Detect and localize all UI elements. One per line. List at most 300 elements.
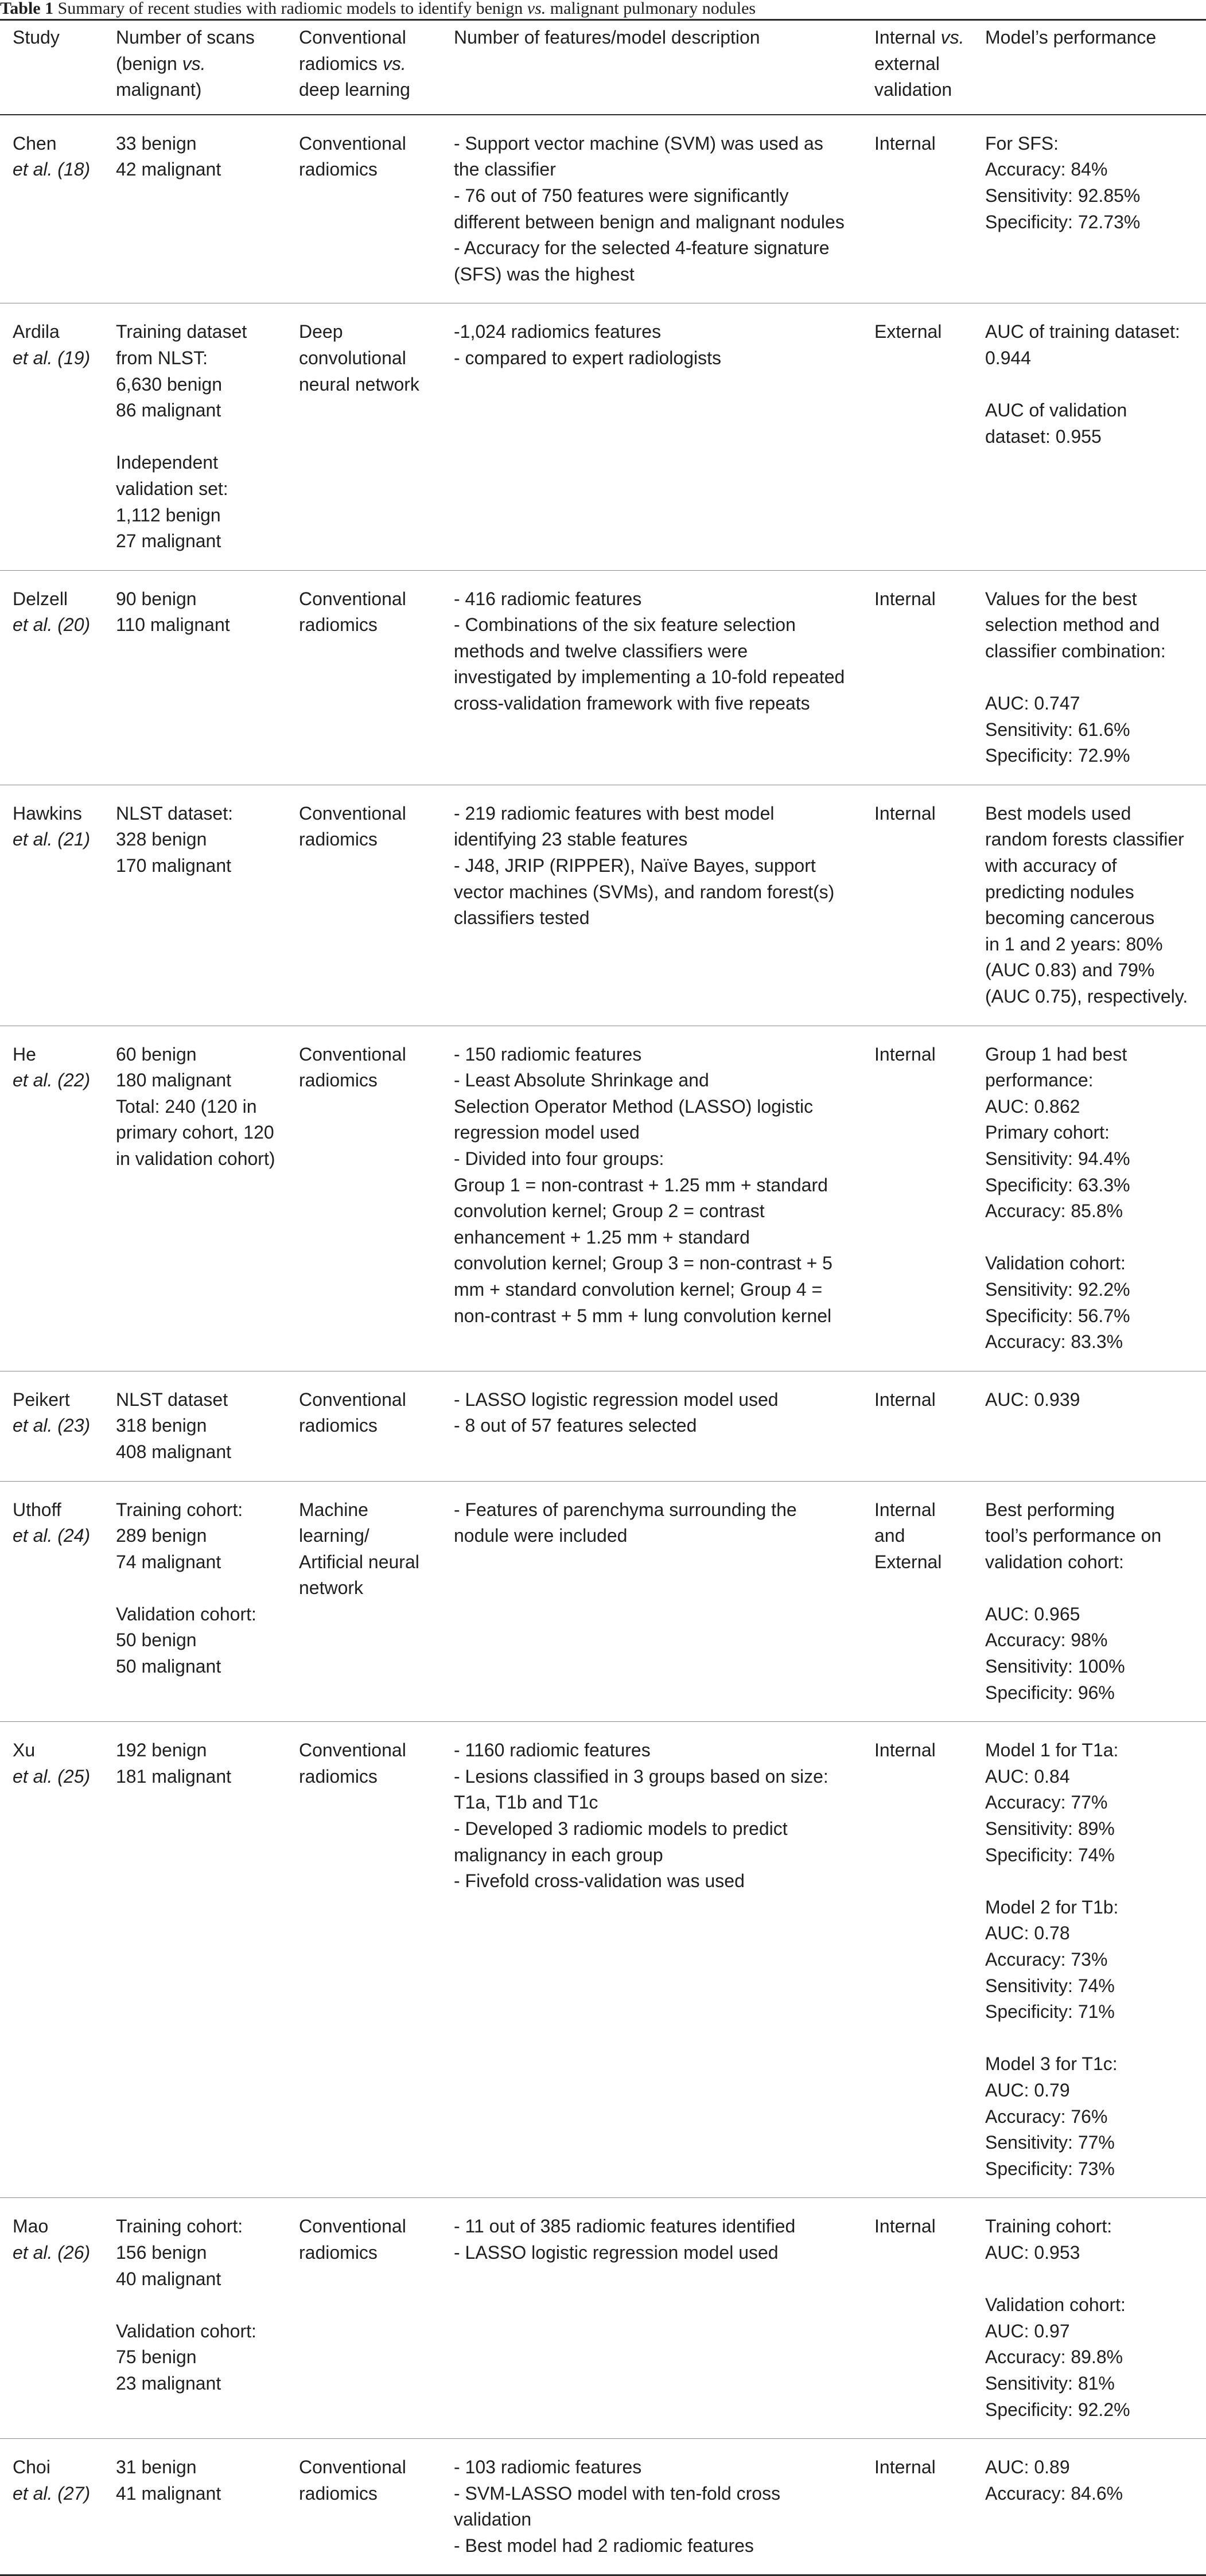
cell-line: classifiers tested — [454, 907, 590, 929]
table-caption — [0, 0, 1206, 19]
cell-line: Specificity: 74% — [985, 1844, 1115, 1865]
cell-line: - Fivefold cross-validation was used — [454, 1870, 745, 1892]
header-line: Internal vs. — [874, 27, 964, 48]
table-row — [0, 785, 1206, 1026]
cell-line — [985, 2025, 1201, 2052]
performance-cell — [972, 303, 1206, 570]
cell-line: Values for the best — [985, 588, 1137, 609]
cell-line: Specificity: 63.3% — [985, 1174, 1130, 1195]
study-cell — [0, 2439, 103, 2575]
features-cell — [441, 1371, 862, 1481]
study-name: Choi — [13, 2457, 50, 2478]
approach-cell — [286, 1481, 441, 1722]
cell-line: Selection Operator Method (LASSO) logistic — [454, 1096, 814, 1117]
cell-line: - Least Absolute Shrinkage and — [454, 1070, 709, 1091]
cell-line: 74 malignant — [116, 1551, 221, 1572]
cell-line: AUC of validation — [985, 400, 1127, 421]
cell-line: validation — [454, 2509, 532, 2530]
study-name: Chen — [13, 132, 57, 154]
cell-line: non-contrast + 5 mm + lung convolution kernel — [454, 1305, 832, 1326]
cell-line: 6,630 benign — [116, 373, 223, 395]
performance-cell — [972, 785, 1206, 1026]
cell-line: AUC: 0.84 — [985, 1766, 1070, 1787]
cell-line — [116, 424, 282, 450]
cell-line: Group 1 = non-contrast + 1.25 mm + standard — [454, 1174, 828, 1195]
studies-table — [0, 21, 1206, 2576]
cell-line: selection method and — [985, 614, 1160, 636]
cell-line: - 150 radiomic features — [454, 1043, 642, 1065]
cell-line: - 76 out of 750 features were significantly — [454, 185, 789, 206]
cell-line: AUC: 0.79 — [985, 2079, 1070, 2100]
cell-line: - Divided into four groups: — [454, 1148, 664, 1169]
cell-line: AUC of training dataset: — [985, 321, 1180, 342]
cell-line: Model 2 for T1b: — [985, 1896, 1119, 1918]
cell-line: Specificity: 56.7% — [985, 1305, 1130, 1326]
cell-line: 27 malignant — [116, 531, 221, 552]
study-cell — [0, 303, 103, 570]
study-name: Ardila — [13, 321, 60, 342]
validation-cell — [862, 2198, 972, 2439]
cell-line: convolution kernel; Group 2 = contrast — [454, 1201, 765, 1222]
scans-cell — [103, 303, 286, 570]
vs-italic: vs. — [182, 53, 206, 74]
cell-line: Sensitivity: 100% — [985, 1656, 1125, 1677]
cell-line: -1,024 radiomics features — [454, 321, 662, 342]
cell-line: methods and twelve classifiers were — [454, 640, 748, 661]
cell-line: For SFS: — [985, 132, 1059, 154]
cell-line: Sensitivity: 92.85% — [985, 185, 1141, 206]
cell-line — [116, 2292, 282, 2318]
cell-line: - 8 out of 57 features selected — [454, 1415, 697, 1436]
cell-line: - 11 out of 385 radiomic features identified — [454, 2216, 796, 2237]
cell-line: Specificity: 71% — [985, 2001, 1115, 2022]
cell-line: random forests classifier — [985, 829, 1184, 850]
header-line: malignant) — [116, 79, 202, 100]
cell-line: - J48, JRIP (RIPPER), Naïve Bayes, support — [454, 855, 816, 876]
table-body — [0, 115, 1206, 2575]
cell-line: 156 benign — [116, 2242, 207, 2263]
scans-cell — [103, 785, 286, 1026]
table-row — [0, 1371, 1206, 1481]
cell-line: 1,112 benign — [116, 504, 221, 525]
cell-line: Specificity: 73% — [985, 2158, 1115, 2179]
study-cell — [0, 785, 103, 1026]
cell-line: performance: — [985, 1070, 1094, 1091]
cell-line: 408 malignant — [116, 1441, 232, 1462]
cell-line — [985, 1225, 1201, 1251]
cell-line: becoming cancerous — [985, 907, 1155, 929]
cell-line: Conventional — [299, 1740, 406, 1761]
cell-line: Conventional — [299, 2216, 406, 2237]
header-line: (benign vs. — [116, 53, 206, 74]
table-row — [0, 115, 1206, 303]
cell-line: in validation cohort) — [116, 1148, 275, 1169]
cell-line: Specificity: 72.9% — [985, 745, 1130, 766]
features-cell — [441, 303, 862, 570]
cell-line: Validation cohort: — [116, 2320, 256, 2341]
cell-line: Best models used — [985, 802, 1131, 824]
cell-line: External — [874, 321, 942, 342]
scans-cell — [103, 1481, 286, 1722]
cell-line — [985, 664, 1201, 691]
features-cell — [441, 2198, 862, 2439]
cell-line: validation cohort: — [985, 1551, 1124, 1572]
study-reference: et al. (21) — [13, 829, 91, 850]
cell-line: - Lesions classified in 3 groups based on size: — [454, 1766, 828, 1787]
cell-line: Accuracy: 76% — [985, 2106, 1108, 2127]
scans-cell — [103, 115, 286, 303]
header-line: external — [874, 53, 940, 74]
cell-line: AUC: 0.78 — [985, 1923, 1070, 1944]
study-cell — [0, 2198, 103, 2439]
cell-line: Primary cohort: — [985, 1122, 1110, 1143]
approach-cell — [286, 303, 441, 570]
header-line: Model’s performance — [985, 27, 1157, 48]
cell-line — [985, 372, 1201, 398]
approach-cell — [286, 1026, 441, 1371]
caption-text-italic: vs. — [527, 0, 546, 18]
validation-cell — [862, 115, 972, 303]
cell-line: - SVM-LASSO model with ten-fold cross — [454, 2483, 781, 2504]
scans-cell — [103, 1371, 286, 1481]
cell-line: enhancement + 1.25 mm + standard — [454, 1226, 750, 1248]
validation-cell — [862, 2439, 972, 2575]
features-cell — [441, 1026, 862, 1371]
cell-line: dataset: 0.955 — [985, 426, 1102, 447]
cell-line: AUC: 0.89 — [985, 2457, 1070, 2478]
cell-line: Conventional — [299, 2457, 406, 2478]
header-line: Number of features/model description — [454, 27, 760, 48]
features-cell — [441, 1722, 862, 2198]
cell-line: - LASSO logistic regression model used — [454, 2242, 779, 2263]
table-row — [0, 2439, 1206, 2575]
validation-cell — [862, 570, 972, 785]
study-cell — [0, 570, 103, 785]
features-cell — [441, 785, 862, 1026]
cell-line: (SFS) was the highest — [454, 263, 635, 285]
cell-line: validation set: — [116, 478, 228, 499]
cell-line: radiomics — [299, 614, 378, 636]
cell-line: 50 benign — [116, 1630, 197, 1651]
cell-line: - Features of parenchyma surrounding the — [454, 1499, 797, 1520]
cell-line: Group 1 had best — [985, 1043, 1127, 1065]
cell-line: Conventional — [299, 588, 406, 609]
cell-line — [116, 1575, 282, 1601]
cell-line — [985, 1575, 1201, 1601]
cell-line: - Support vector machine (SVM) was used as — [454, 132, 823, 154]
header-line: Conventional — [299, 27, 406, 48]
cell-line: Machine — [299, 1499, 368, 1520]
study-name: Delzell — [13, 588, 68, 609]
study-cell — [0, 1722, 103, 2198]
cell-line: Internal — [874, 1389, 936, 1410]
cell-line: the classifier — [454, 159, 556, 180]
cell-line: - 1160 radiomic features — [454, 1740, 651, 1761]
cell-line — [985, 2266, 1201, 2293]
caption-text-before: Summary of recent studies with radiomic models to identify benign — [53, 0, 527, 18]
cell-line: Conventional — [299, 132, 406, 154]
cell-line: 110 malignant — [116, 614, 230, 636]
cell-line: tool’s performance on — [985, 1525, 1162, 1546]
validation-cell — [862, 1481, 972, 1722]
cell-line: 0.944 — [985, 347, 1032, 368]
validation-cell — [862, 1722, 972, 2198]
table-row — [0, 1722, 1206, 2198]
cell-line: different between benign and malignant nodules — [454, 211, 845, 232]
validation-cell — [862, 785, 972, 1026]
cell-line: Artificial neural — [299, 1551, 419, 1572]
cell-line: radiomics — [299, 159, 378, 180]
cell-line: Validation cohort: — [116, 1603, 256, 1624]
cell-line: with accuracy of — [985, 855, 1117, 876]
table-row — [0, 1481, 1206, 1722]
header-number-of-scans — [103, 21, 286, 115]
performance-cell — [972, 1481, 1206, 1722]
header-line: Study — [13, 27, 60, 48]
cell-line: regression model used — [454, 1122, 640, 1143]
performance-cell — [972, 115, 1206, 303]
cell-line: Accuracy: 98% — [985, 1630, 1108, 1651]
cell-line: Internal — [874, 2457, 936, 2478]
cell-line: radiomics — [299, 2242, 378, 2263]
cell-line: Sensitivity: 81% — [985, 2372, 1115, 2394]
cell-line: from NLST: — [116, 347, 208, 368]
cell-line: Training dataset — [116, 321, 247, 342]
cell-line: Validation cohort: — [985, 2294, 1126, 2316]
cell-line: 40 malignant — [116, 2268, 221, 2289]
table-row — [0, 1026, 1206, 1371]
cell-line: convolution kernel; Group 3 = non-contrast + 5 — [454, 1253, 832, 1274]
cell-line: vector machines (SVMs), and random forest(s) — [454, 881, 835, 902]
table-header — [0, 21, 1206, 115]
cell-line: 41 malignant — [116, 2483, 221, 2504]
cell-line: - 103 radiomic features — [454, 2457, 642, 2478]
study-name: Mao — [13, 2216, 49, 2237]
cell-line: Total: 240 (120 in — [116, 1096, 257, 1117]
scans-cell — [103, 2198, 286, 2439]
cell-line: Internal — [874, 1043, 936, 1065]
cell-line: Specificity: 72.73% — [985, 211, 1141, 232]
cell-line: Conventional — [299, 802, 406, 824]
cell-line: Validation cohort: — [985, 1253, 1126, 1274]
approach-cell — [286, 785, 441, 1026]
features-cell — [441, 2439, 862, 2575]
approach-cell — [286, 2439, 441, 2575]
approach-cell — [286, 115, 441, 303]
validation-cell — [862, 303, 972, 570]
cell-line: Conventional — [299, 1043, 406, 1065]
cell-line: AUC: 0.747 — [985, 693, 1080, 714]
scans-cell — [103, 1026, 286, 1371]
cell-line: NLST dataset — [116, 1389, 228, 1410]
study-reference: et al. (22) — [13, 1070, 91, 1091]
cell-line: and — [874, 1525, 905, 1546]
features-cell — [441, 570, 862, 785]
cell-line: Deep — [299, 321, 343, 342]
table-row — [0, 2198, 1206, 2439]
study-name: Uthoff — [13, 1499, 61, 1520]
study-reference: et al. (23) — [13, 1415, 91, 1436]
cell-line: 23 malignant — [116, 2372, 221, 2394]
cell-line: Accuracy: 77% — [985, 1792, 1108, 1813]
cell-line: 328 benign — [116, 829, 207, 850]
study-reference: et al. (18) — [13, 159, 91, 180]
study-reference: et al. (19) — [13, 347, 91, 368]
cell-line: malignancy in each group — [454, 1844, 663, 1865]
cell-line: Best performing — [985, 1499, 1115, 1520]
cell-line: predicting nodules — [985, 881, 1134, 902]
cell-line: 181 malignant — [116, 1766, 232, 1787]
cell-line: - Combinations of the six feature selection — [454, 614, 796, 636]
vs-italic: vs. — [382, 53, 406, 74]
cell-line: 192 benign — [116, 1740, 207, 1761]
cell-line: Training cohort: — [116, 2216, 243, 2237]
cell-line: Internal — [874, 2216, 936, 2237]
header-study — [0, 21, 103, 115]
header-features — [441, 21, 862, 115]
cell-line: mm + standard convolution kernel; Group 4 = — [454, 1279, 823, 1300]
cell-line: Internal — [874, 1499, 936, 1520]
cell-line: Sensitivity: 74% — [985, 1975, 1115, 1996]
cell-line: radiomics — [299, 1070, 378, 1091]
table-row — [0, 303, 1206, 570]
validation-cell — [862, 1026, 972, 1371]
cell-line: radiomics — [299, 829, 378, 850]
cell-line: radiomics — [299, 1766, 378, 1787]
cell-line: 90 benign — [116, 588, 197, 609]
header-line: radiomics vs. — [299, 53, 406, 74]
scans-cell — [103, 2439, 286, 2575]
header-validation — [862, 21, 972, 115]
cell-line: NLST dataset: — [116, 802, 233, 824]
scans-cell — [103, 1722, 286, 2198]
cell-line: AUC: 0.965 — [985, 1603, 1080, 1624]
validation-cell — [862, 1371, 972, 1481]
approach-cell — [286, 1371, 441, 1481]
cell-line — [985, 1868, 1201, 1895]
cell-line: 170 malignant — [116, 855, 232, 876]
study-reference: et al. (26) — [13, 2242, 91, 2263]
header-line: validation — [874, 79, 952, 100]
approach-cell — [286, 570, 441, 785]
cell-line: 86 malignant — [116, 400, 221, 421]
cell-line: neural network — [299, 373, 419, 395]
cell-line: (AUC 0.83) and 79% — [985, 960, 1155, 981]
cell-line: learning/ — [299, 1525, 369, 1546]
cell-line: 289 benign — [116, 1525, 207, 1546]
cell-line: Training cohort: — [985, 2216, 1112, 2237]
table-label: Table 1 — [0, 0, 54, 18]
header-row — [0, 21, 1206, 115]
cell-line: Accuracy: 84% — [985, 159, 1108, 180]
caption-text-after: malignant pulmonary nodules — [546, 0, 756, 18]
cell-line: - LASSO logistic regression model used — [454, 1389, 779, 1410]
cell-line: convolutional — [299, 347, 406, 368]
cell-line: Accuracy: 89.8% — [985, 2347, 1123, 2368]
cell-line: Training cohort: — [116, 1499, 243, 1520]
performance-cell — [972, 1026, 1206, 1371]
cell-line: Sensitivity: 92.2% — [985, 1279, 1130, 1300]
approach-cell — [286, 2198, 441, 2439]
header-line: Number of scans — [116, 27, 255, 48]
header-line: deep learning — [299, 79, 410, 100]
cell-line: Independent — [116, 452, 218, 473]
study-name: He — [13, 1043, 36, 1065]
study-name: Peikert — [13, 1389, 70, 1410]
study-reference: et al. (25) — [13, 1766, 91, 1787]
study-name: Xu — [13, 1740, 36, 1761]
study-cell — [0, 115, 103, 303]
cell-line: network — [299, 1577, 364, 1599]
approach-cell — [286, 1722, 441, 2198]
cell-line: Accuracy: 84.6% — [985, 2483, 1123, 2504]
cell-line: AUC: 0.953 — [985, 2242, 1080, 2263]
header-performance — [972, 21, 1206, 115]
cell-line: 318 benign — [116, 1415, 207, 1436]
cell-line: Sensitivity: 89% — [985, 1818, 1115, 1840]
cell-line: Accuracy: 73% — [985, 1949, 1108, 1970]
cell-line: Accuracy: 85.8% — [985, 1201, 1123, 1222]
study-reference: et al. (27) — [13, 2483, 91, 2504]
cell-line: Model 3 for T1c: — [985, 2053, 1118, 2075]
study-reference: et al. (24) — [13, 1525, 91, 1546]
cell-line: - Developed 3 radiomic models to predict — [454, 1818, 788, 1840]
cell-line: - 219 radiomic features with best model — [454, 802, 775, 824]
cell-line: (AUC 0.75), respectively. — [985, 986, 1188, 1007]
cell-line: radiomics — [299, 2483, 378, 2504]
cell-line: 180 malignant — [116, 1070, 232, 1091]
cell-line: External — [874, 1551, 942, 1572]
cell-line: nodule were included — [454, 1525, 628, 1546]
study-reference: et al. (20) — [13, 614, 91, 636]
cell-line: classifier combination: — [985, 640, 1166, 661]
cell-line: Accuracy: 83.3% — [985, 1331, 1123, 1353]
study-cell — [0, 1481, 103, 1722]
cell-line: Conventional — [299, 1389, 406, 1410]
cell-line: Internal — [874, 1740, 936, 1761]
features-cell — [441, 115, 862, 303]
study-cell — [0, 1371, 103, 1481]
cell-line: 50 malignant — [116, 1656, 221, 1677]
cell-line: 75 benign — [116, 2347, 197, 2368]
cell-line: AUC: 0.862 — [985, 1096, 1080, 1117]
cell-line: - Best model had 2 radiomic features — [454, 2535, 754, 2556]
scans-cell — [103, 570, 286, 785]
cell-line: 33 benign — [116, 132, 197, 154]
cell-line: radiomics — [299, 1415, 378, 1436]
cell-line: investigated by implementing a 10-fold repeated — [454, 667, 845, 688]
cell-line: cross-validation framework with five repeats — [454, 693, 810, 714]
cell-line: AUC: 0.939 — [985, 1389, 1080, 1410]
performance-cell — [972, 1371, 1206, 1481]
cell-line: T1a, T1b and T1c — [454, 1792, 598, 1813]
cell-line: Model 1 for T1a: — [985, 1740, 1119, 1761]
cell-line: Sensitivity: 77% — [985, 2132, 1115, 2153]
cell-line: - 416 radiomic features — [454, 588, 642, 609]
cell-line: Specificity: 96% — [985, 1682, 1115, 1703]
header-approach — [286, 21, 441, 115]
cell-line: Internal — [874, 588, 936, 609]
cell-line: identifying 23 stable features — [454, 829, 688, 850]
cell-line: 60 benign — [116, 1043, 197, 1065]
cell-line: Internal — [874, 132, 936, 154]
features-cell — [441, 1481, 862, 1722]
cell-line: Sensitivity: 61.6% — [985, 719, 1130, 740]
cell-line: - compared to expert radiologists — [454, 347, 721, 368]
table-row — [0, 570, 1206, 785]
cell-line: primary cohort, 120 — [116, 1122, 274, 1143]
cell-line: Specificity: 92.2% — [985, 2399, 1130, 2420]
